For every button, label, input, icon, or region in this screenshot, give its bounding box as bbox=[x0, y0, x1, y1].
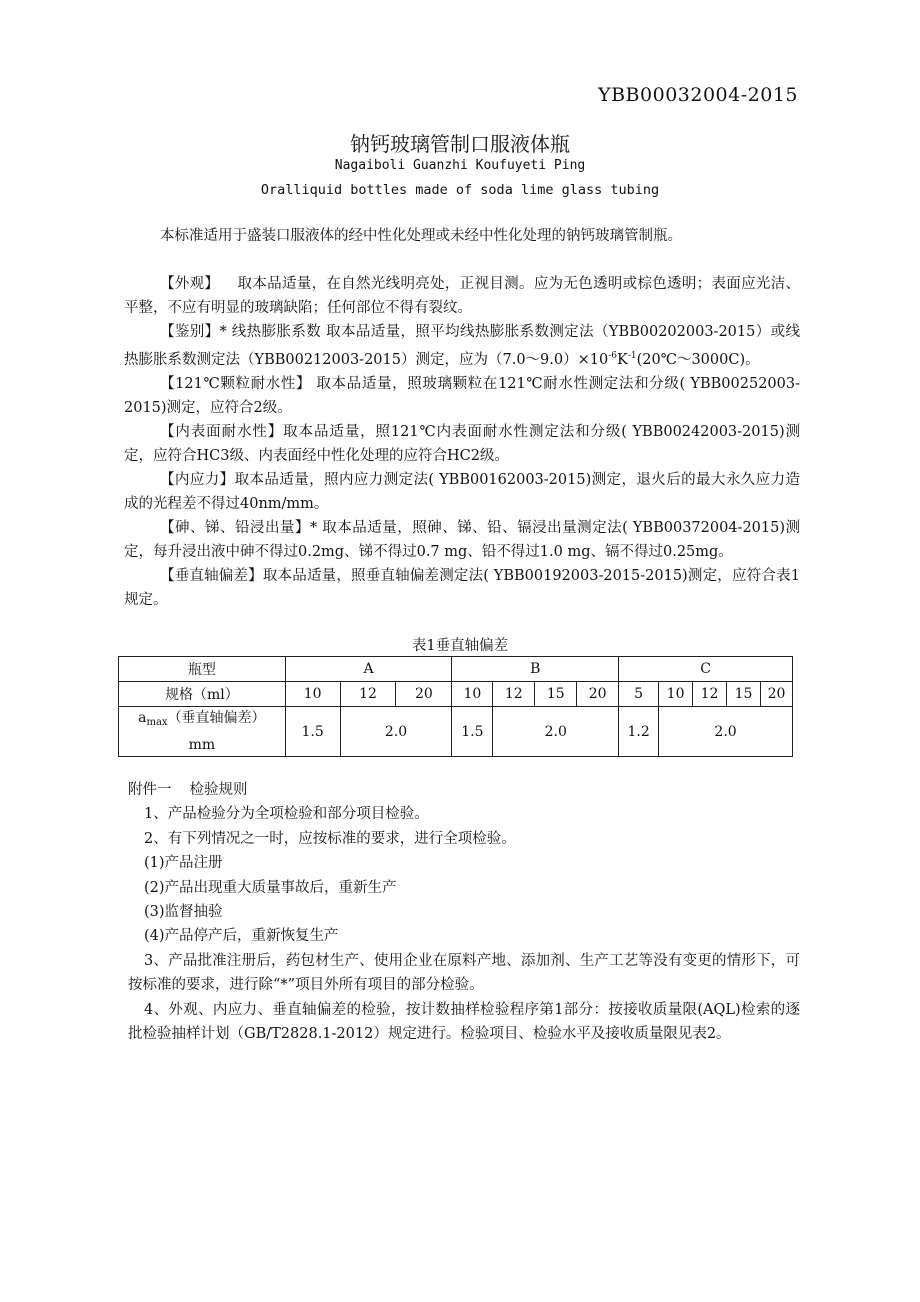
value-cell: 2.0 bbox=[340, 707, 452, 757]
section-text: * 线热膨胀系数 取本品适量，照平均线热膨胀系数测定法（YBB00202003-2015）或线热膨胀系数测定法（YBB00212003-2015）测定，应为（7.0～9.0）×10 bbox=[124, 324, 801, 368]
exponent: -6 bbox=[608, 351, 617, 361]
section-text: * 取本品适量，照砷、锑、铅、镉浸出量测定法( YBB00372004-2015)测定，每升浸出液中砷不得过0.2mg、锑不得过0.7 mg、铅不得过1.0 mg、镉不得过0.25mg。 bbox=[124, 519, 800, 560]
list-item: (4)产品停产后，重新恢复生产 bbox=[144, 928, 339, 945]
spec-cell: 5 bbox=[619, 682, 659, 707]
group-c-header: C bbox=[619, 657, 793, 682]
section-head: 【鉴别】 bbox=[160, 324, 220, 340]
title-pinyin: Nagaiboli Guanzhi Koufuyeti Ping bbox=[334, 158, 586, 173]
group-a-header: A bbox=[285, 657, 452, 682]
section-leaching bbox=[124, 516, 800, 564]
value-cell: 1.5 bbox=[285, 707, 340, 757]
section-text: 取本品适量，在自然光线明亮处，正视目测。应为无色透明或棕色透明；表面应光洁、平整，不应有明显的玻璃缺陷；任何部位不得有裂纹。 bbox=[124, 276, 801, 316]
table-row bbox=[119, 657, 793, 682]
amax-symbol: a bbox=[138, 710, 147, 726]
list-item: 2、有下列情况之一时，应按标准的要求，进行全项检验。 bbox=[144, 830, 516, 847]
section-vertical-axis-deviation bbox=[124, 564, 800, 612]
annex-section bbox=[128, 778, 800, 1046]
section-appearance bbox=[124, 272, 800, 320]
table-row bbox=[119, 707, 793, 757]
list-item: 1、产品检验分为全项检验和部分项目检验。 bbox=[144, 806, 429, 823]
value-cell: 1.5 bbox=[452, 707, 493, 757]
spec-cell: 12 bbox=[693, 682, 727, 707]
list-item: (2)产品出现重大质量事故后，重新生产 bbox=[144, 879, 397, 896]
spec-cell: 10 bbox=[452, 682, 493, 707]
annex-subtitle: 检验规则 bbox=[189, 782, 248, 798]
unit-label: mm bbox=[188, 737, 216, 753]
list-item: (3)监督抽验 bbox=[144, 904, 223, 921]
spec-cell: 20 bbox=[760, 682, 792, 707]
section-head: 【内应力】 bbox=[160, 471, 235, 488]
section-text: (20℃～3000C)。 bbox=[636, 351, 760, 368]
title-english: Oralliquid bottles made of soda lime glass tubing bbox=[260, 182, 660, 198]
section-head: 【内表面耐水性】 bbox=[160, 423, 284, 440]
section-identification bbox=[124, 320, 800, 372]
section-text: 取本品适量，照121℃内表面耐水性测定法和分级( YBB00242003-2015)测定，应符合HC3级、内表面经中性化处理的应符合HC2级。 bbox=[124, 423, 801, 464]
document-title: 钠钙玻璃管制口服液体瓶 bbox=[350, 132, 570, 156]
row-label bbox=[119, 707, 286, 757]
section-head: 【垂直轴偏差】 bbox=[160, 567, 263, 584]
spec-cell: 10 bbox=[285, 682, 340, 707]
section-head: 【砷、锑、铅浸出量】 bbox=[160, 519, 310, 536]
amax-subscript: max bbox=[146, 717, 168, 728]
section-internal-stress bbox=[124, 468, 800, 516]
standard-code: YBB00032004-2015 bbox=[598, 84, 798, 106]
value-cell: 2.0 bbox=[493, 707, 619, 757]
section-text: 取本品适量，照玻璃颗粒在121℃耐水性测定法和分级( YBB00252003-2015)测定，应符合2级。 bbox=[124, 375, 800, 416]
section-particle-water-resistance bbox=[124, 372, 800, 420]
row-label: 瓶型 bbox=[119, 657, 286, 682]
annex-title: 附件一 bbox=[128, 782, 172, 798]
spec-cell: 15 bbox=[535, 682, 577, 707]
vertical-deviation-table bbox=[118, 656, 793, 757]
section-text: 取本品适量，照垂直轴偏差测定法( YBB00192003-2015-2015)测定，应符合表1规定。 bbox=[124, 567, 801, 608]
intro-paragraph: 本标准适用于盛装口服液体的经中性化处理或未经中性化处理的钠钙玻璃管制瓶。 bbox=[160, 228, 682, 244]
spec-cell: 12 bbox=[493, 682, 535, 707]
section-text: 取本品适量，照内应力测定法( YBB00162003-2015)测定，退火后的最大永久应力造成的光程差不得过40nm/mm。 bbox=[124, 471, 800, 512]
table-row bbox=[119, 682, 793, 707]
value-cell: 2.0 bbox=[659, 707, 793, 757]
spec-cell: 15 bbox=[727, 682, 761, 707]
exponent: -1 bbox=[627, 351, 637, 361]
list-item: 4、外观、内应力、垂直轴偏差的检验，按计数抽样检验程序第1部分：按接收质量限(AQL)检索的逐批检验抽样计划（GB/T2828.1-2012）规定进行。检验项目、检验水平及接收质量限见表2。 bbox=[128, 1001, 800, 1043]
list-item: 3、产品批准注册后，药包材生产、使用企业在原料产地、添加剂、生产工艺等没有变更的情形下，可按标准的要求，进行除“*”项目外所有项目的部分检验。 bbox=[128, 952, 800, 994]
sections-body bbox=[124, 272, 800, 612]
group-b-header: B bbox=[452, 657, 619, 682]
amax-label: （垂直轴偏差） bbox=[167, 710, 266, 726]
table-caption: 表1垂直轴偏差 bbox=[411, 638, 509, 654]
spec-cell: 20 bbox=[577, 682, 619, 707]
unit-k: K bbox=[617, 351, 628, 368]
value-cell: 1.2 bbox=[619, 707, 659, 757]
list-item: (1)产品注册 bbox=[144, 855, 223, 872]
spec-cell: 12 bbox=[340, 682, 396, 707]
row-label: 规格（ml） bbox=[119, 682, 286, 707]
annex-heading bbox=[128, 778, 800, 802]
spec-cell: 10 bbox=[659, 682, 693, 707]
section-head: 【121℃颗粒耐水性】 bbox=[160, 375, 312, 392]
spec-cell: 20 bbox=[396, 682, 452, 707]
section-surface-water-resistance bbox=[124, 420, 800, 468]
section-head: 【外观】 bbox=[160, 276, 220, 292]
